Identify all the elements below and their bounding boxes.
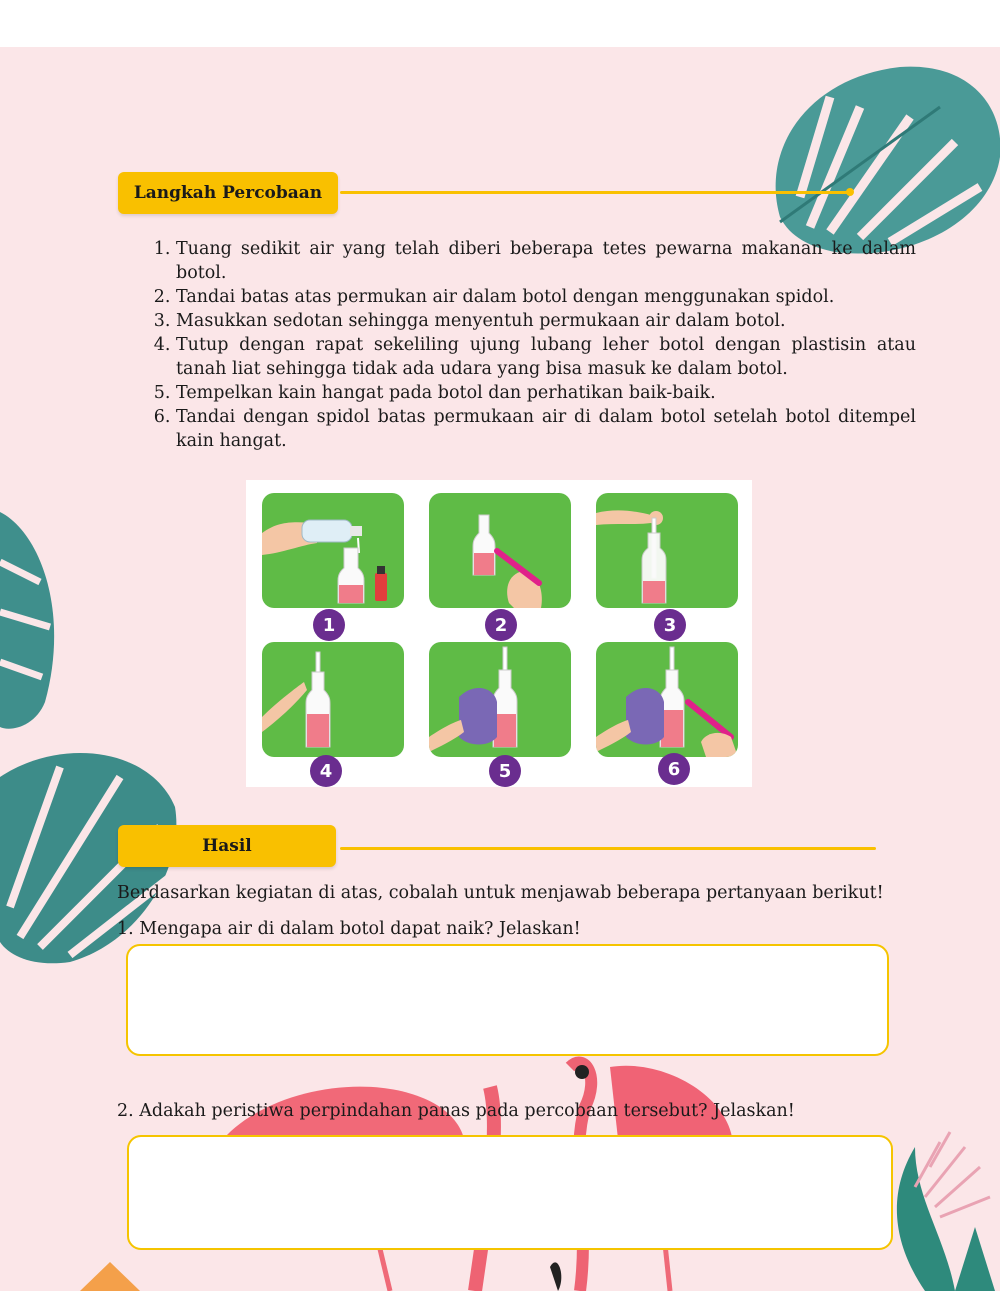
results-intro-text: Berdasarkan kegiatan di atas, cobalah untuk menjawab beberapa pertanyaan berikut! (117, 883, 884, 903)
sealing-bottle-illustration-icon (262, 642, 404, 757)
warm-cloth-bottle-illustration-icon (429, 642, 571, 757)
step-number-badge: 3 (654, 609, 686, 641)
pouring-water-illustration-icon (262, 493, 404, 608)
inserting-straw-illustration-icon (596, 493, 738, 608)
monstera-leaf-left-icon (0, 502, 60, 732)
answer-1-textbox[interactable] (126, 944, 889, 1056)
figure-panel-6 (596, 642, 738, 757)
step-item: 3. Masukkan sedotan sehingga menyentuh permukaan air dalam botol. (176, 309, 916, 333)
marking-bottle-illustration-icon (429, 493, 571, 608)
results-section-title: Hasil (118, 825, 336, 867)
step-item: 5. Tempelkan kain hangat pada botol dan perhatikan baik-baik. (176, 381, 916, 405)
step-number-badge: 1 (313, 609, 345, 641)
figure-panel-5 (429, 642, 571, 757)
steps-section-title: Langkah Percobaan (118, 172, 338, 214)
step-item: 6. Tandai dengan spidol batas permukaan air di dalam botol setelah botol ditempel kain hangat. (176, 405, 916, 453)
question-2-text: 2. Adakah peristiwa perpindahan panas pada percobaan tersebut? Jelaskan! (117, 1101, 795, 1121)
step-number-badge: 6 (658, 753, 690, 785)
steps-divider-end-dot (846, 188, 854, 196)
figure-panel-4 (262, 642, 404, 757)
figure-panel-1 (262, 493, 404, 608)
step-item: 1. Tuang sedikit air yang telah diberi beberapa tetes pewarna makanan ke dalam botol. (176, 237, 916, 285)
figure-panel-2 (429, 493, 571, 608)
orange-leaf-icon (80, 1262, 140, 1291)
step-item: 4. Tutup dengan rapat sekeliling ujung lubang leher botol dengan plastisin atau tanah liat sehingga tidak ada udara yang bisa masuk ke dalam botol. (176, 333, 916, 381)
step-number-badge: 4 (310, 755, 342, 787)
marking-after-heating-illustration-icon (596, 642, 738, 757)
answer-2-textbox[interactable] (127, 1135, 893, 1250)
step-item: 2. Tandai batas atas permukan air dalam botol dengan menggunakan spidol. (176, 285, 916, 309)
question-1-text: 1. Mengapa air di dalam botol dapat naik? Jelaskan! (117, 919, 581, 939)
step-number-badge: 5 (489, 755, 521, 787)
experiment-steps-figure (246, 480, 752, 787)
figure-panel-3 (596, 493, 738, 608)
steps-section-divider (340, 191, 852, 194)
worksheet-page (0, 47, 1000, 1291)
experiment-steps-list (140, 237, 916, 453)
results-section-divider (340, 847, 876, 850)
step-number-badge: 2 (485, 609, 517, 641)
